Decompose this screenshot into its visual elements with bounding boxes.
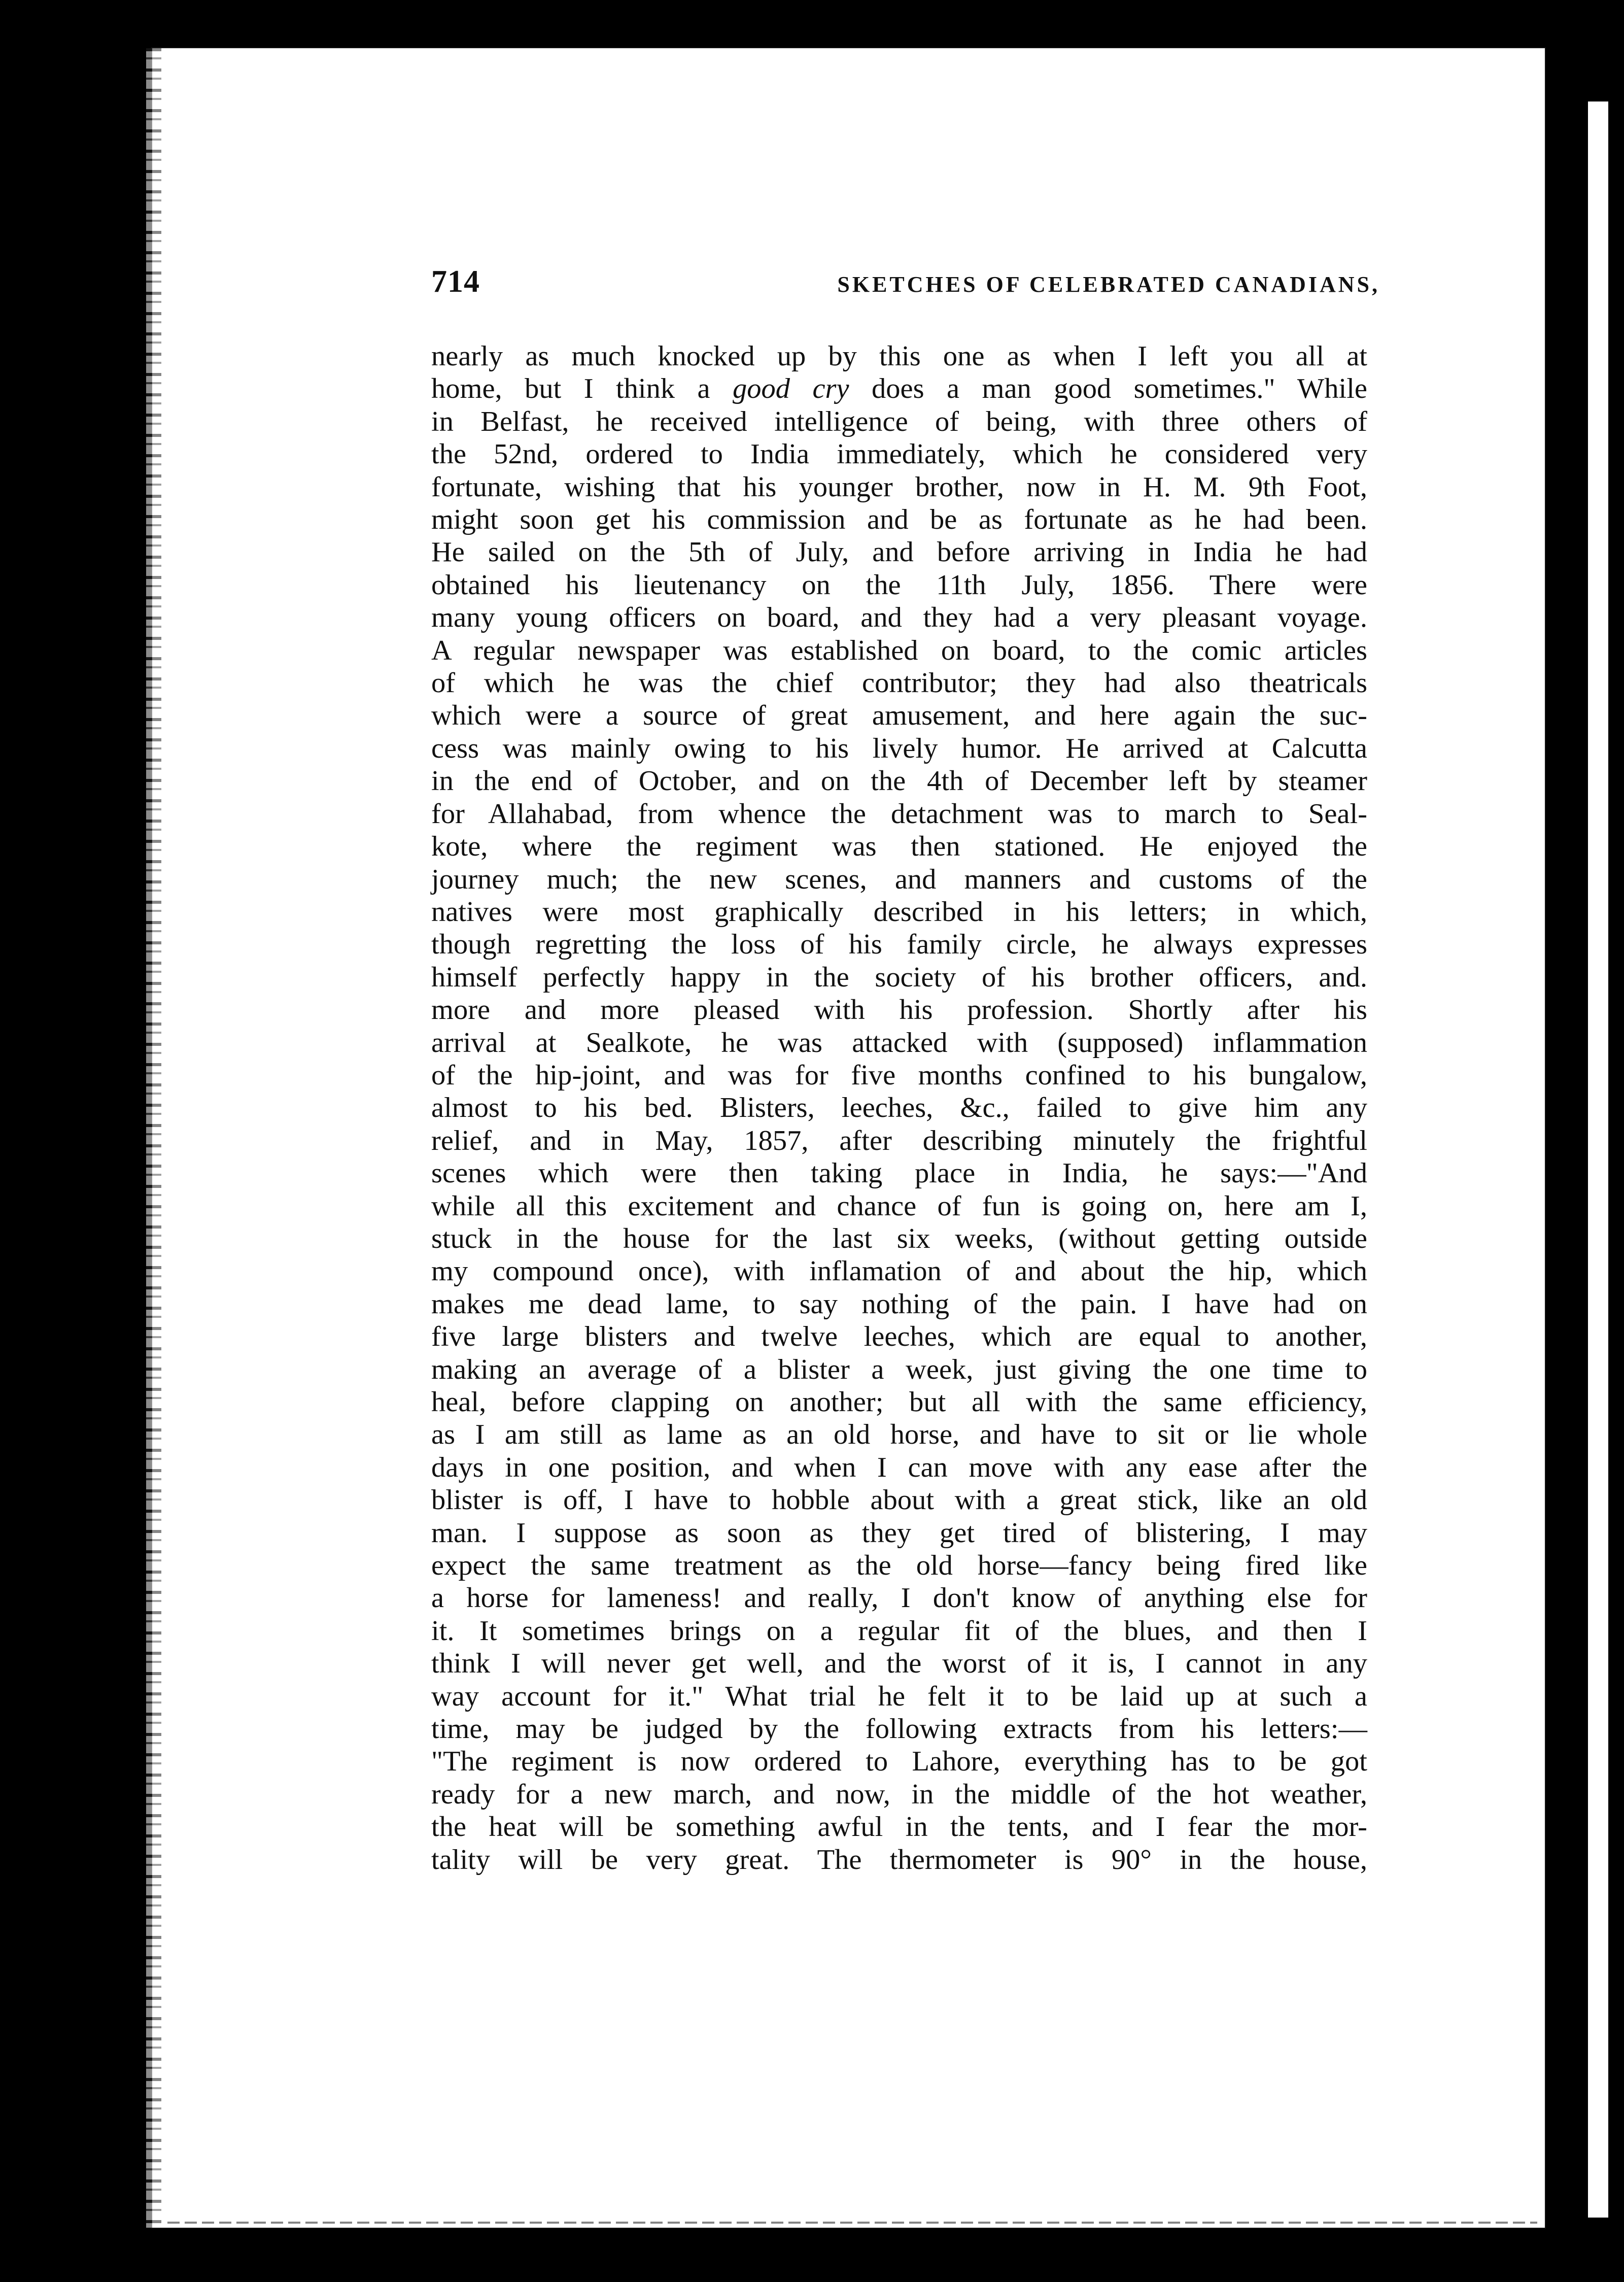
text-line: though regretting the loss of his family circle, he always expresses <box>431 929 1367 961</box>
text-line: fortunate, wishing that his younger brother, now in H. M. 9th Foot, <box>431 471 1367 503</box>
text-line: way account for it." What trial he felt it to be laid up at such a <box>431 1680 1367 1712</box>
text-line: the heat will be something awful in the tents, and I fear the mor- <box>431 1811 1367 1843</box>
text-line: almost to his bed. Blisters, leeches, &c., failed to give him any <box>431 1092 1367 1124</box>
text-line: a horse for lameness! and really, I don't know of anything else for <box>431 1582 1367 1614</box>
running-title: SKETCHES OF CELEBRATED CANADIANS, <box>837 272 1380 297</box>
text-line: relief, and in May, 1857, after describing minutely the frightful <box>431 1125 1367 1156</box>
text-line: as I am still as lame as an old horse, and have to sit or lie whole <box>431 1419 1367 1451</box>
text-line: of which he was the chief contributor; they had also theatricals <box>431 667 1367 699</box>
text-line: in Belfast, he received intelligence of being, with three others of <box>431 405 1367 437</box>
text-line: arrival at Sealkote, he was attacked with (supposed) inflammation <box>431 1027 1367 1059</box>
text-line: more and more pleased with his profession. Shortly after his <box>431 994 1367 1026</box>
text-segment: does a man good sometimes." While <box>849 373 1367 405</box>
text-line: journey much; the new scenes, and manners and customs of the <box>431 863 1367 895</box>
text-line: He sailed on the 5th of July, and before arriving in India he had <box>431 536 1367 568</box>
running-head <box>431 264 1385 310</box>
text-line <box>431 372 1367 405</box>
text-line: which were a source of great amusement, and here again the suc- <box>431 700 1367 732</box>
text-line: blister is off, I have to hobble about with a great stick, like an old <box>431 1484 1367 1516</box>
text-line: nearly as much knocked up by this one as when I left you all at <box>431 340 1367 372</box>
page-bottom-edge <box>167 2222 1537 2224</box>
text-line: kote, where the regiment was then stationed. He enjoyed the <box>431 831 1367 863</box>
text-line: making an average of a blister a week, just giving the one time to <box>431 1353 1367 1385</box>
text-line: cess was mainly owing to his lively humor. He arrived at Calcutta <box>431 732 1367 764</box>
text-line: think I will never get well, and the worst of it is, I cannot in any <box>431 1648 1367 1680</box>
text-line: time, may be judged by the following extracts from his letters:— <box>431 1713 1367 1745</box>
text-line: natives were most graphically described in his letters; in which, <box>431 896 1367 928</box>
text-line: makes me dead lame, to say nothing of the pain. I have had on <box>431 1288 1367 1320</box>
text-line: it. It sometimes brings on a regular fit of the blues, and then I <box>431 1615 1367 1647</box>
text-line: five large blisters and twelve leeches, which are equal to another, <box>431 1321 1367 1353</box>
text-line: might soon get his commission and be as fortunate as he had been. <box>431 504 1367 536</box>
text-line: himself perfectly happy in the society of his brother officers, and. <box>431 961 1367 993</box>
text-line: for Allahabad, from whence the detachment was to march to Seal- <box>431 798 1367 830</box>
text-line: in the end of October, and on the 4th of December left by steamer <box>431 765 1367 797</box>
text-line: ready for a new march, and now, in the middle of the hot weather, <box>431 1778 1367 1810</box>
text-line: days in one position, and when I can move with any ease after the <box>431 1451 1367 1483</box>
body-text <box>431 340 1367 1876</box>
text-segment: home, but I think a <box>431 373 733 405</box>
text-line: many young officers on board, and they had a very pleasant voyage. <box>431 602 1367 634</box>
text-line: A regular newspaper was established on board, to the comic articles <box>431 634 1367 666</box>
text-line: "The regiment is now ordered to Lahore, everything has to be got <box>431 1746 1367 1778</box>
text-line: scenes which were then taking place in India, he says:—"And <box>431 1157 1367 1189</box>
text-line: tality will be very great. The thermometer is 90° in the house, <box>431 1844 1367 1876</box>
adjacent-page-edge <box>1588 101 1608 2218</box>
text-line: my compound once), with inflamation of and about the hip, which <box>431 1255 1367 1287</box>
text-line: heal, before clapping on another; but all with the same efficiency, <box>431 1386 1367 1418</box>
page-number: 714 <box>431 264 480 299</box>
italic-phrase: good cry <box>733 373 849 405</box>
text-line: while all this excitement and chance of fun is going on, here am I, <box>431 1190 1367 1222</box>
text-line: obtained his lieutenancy on the 11th July, 1856. There were <box>431 569 1367 601</box>
text-line: the 52nd, ordered to India immediately, which he considered very <box>431 438 1367 470</box>
text-line: of the hip-joint, and was for five months confined to his bungalow, <box>431 1059 1367 1091</box>
text-line: man. I suppose as soon as they get tired of blistering, I may <box>431 1517 1367 1549</box>
text-line: stuck in the house for the last six weeks, (without getting outside <box>431 1222 1367 1254</box>
text-line: expect the same treatment as the old horse—fancy being fired like <box>431 1550 1367 1582</box>
